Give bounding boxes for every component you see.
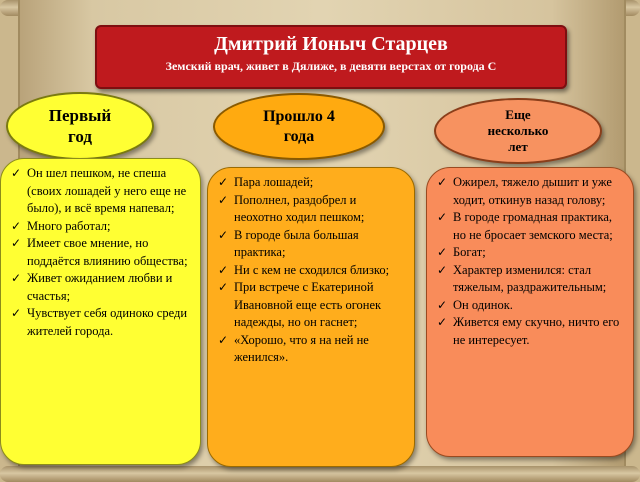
checkmark-icon: ✓ [218, 332, 229, 347]
list-item-text: Живется ему скучно, ничто его не интересует. [453, 315, 620, 347]
checkmark-icon: ✓ [218, 175, 229, 189]
list-item [218, 279, 406, 332]
list-item [11, 165, 192, 218]
checkmark-icon: ✓ [11, 218, 22, 233]
list-item [11, 218, 192, 236]
checkmark-icon: ✓ [437, 210, 448, 224]
list-item [218, 262, 406, 280]
list-item-text: При встрече с Екатериной Ивановной еще есть огонек надежды, но он гаснет; [234, 280, 382, 329]
list-item-text: Чувствует себя одиноко среди жителей города. [27, 306, 188, 338]
column-3-card [426, 167, 634, 457]
checkmark-icon: ✓ [218, 227, 229, 242]
list-item [437, 314, 625, 349]
checkmark-icon: ✓ [218, 192, 229, 207]
checkmark-icon: ✓ [11, 166, 22, 180]
list-item [437, 174, 625, 209]
checkmark-icon: ✓ [437, 175, 448, 189]
list-item-text: В городе была большая практика; [234, 227, 359, 259]
checkmark-icon: ✓ [11, 271, 22, 285]
list-item [218, 332, 406, 367]
list-item-text: «Хорошо, что я на ней не женился». [234, 332, 369, 364]
column-3-list [437, 174, 625, 349]
column-2-list [218, 174, 406, 367]
column-3-header-line: Еще [505, 106, 531, 122]
column-3-header [434, 98, 602, 164]
checkmark-icon: ✓ [11, 306, 22, 320]
column-2-header-line: Прошло 4 [263, 107, 335, 125]
column-2-header-line: года [283, 127, 315, 145]
list-item [11, 305, 192, 340]
checkmark-icon: ✓ [11, 236, 22, 250]
list-item [11, 270, 192, 305]
page-subtitle: Земский врач, живет в Дялиже, в девяти верстах от города С [165, 59, 497, 73]
list-item-text: В городе громадная практика, но не бросает земского места; [453, 210, 613, 242]
title-banner [95, 25, 567, 89]
list-item [11, 235, 192, 270]
list-item-text: Богат; [453, 245, 486, 259]
column-1-header [6, 92, 154, 160]
list-item-text: Имеет свое мнение, но поддаётся влиянию общества; [27, 236, 188, 268]
list-item-text: Пара лошадей; [234, 175, 314, 189]
checkmark-icon: ✓ [218, 280, 229, 294]
list-item-text: Характер изменился: стал тяжелым, раздражительным; [453, 262, 607, 294]
list-item-text: Он одинок. [453, 297, 513, 312]
list-item [218, 174, 406, 192]
column-2-header [213, 93, 385, 160]
list-item [437, 262, 625, 297]
column-3-header-line: несколько [487, 122, 549, 138]
checkmark-icon: ✓ [437, 245, 448, 259]
list-item-text: Пополнел, раздобрел и неохотно ходил пешком; [234, 192, 365, 224]
column-1-header-line: Первый [48, 105, 112, 125]
checkmark-icon: ✓ [437, 262, 448, 277]
list-item [437, 244, 625, 262]
list-item [218, 192, 406, 227]
list-item-text: Ни с кем не сходился близко; [234, 262, 390, 277]
list-item [437, 297, 625, 315]
column-1-header-line: год [68, 127, 92, 146]
column-3-header-line: лет [508, 139, 528, 155]
checkmark-icon: ✓ [437, 297, 448, 312]
page-title: Дмитрий Ионыч Старцев [214, 33, 448, 55]
list-item-text: Ожирел, тяжело дышит и уже ходит, откинув назад голову; [453, 175, 612, 207]
list-item-text: Много работал; [27, 218, 111, 233]
list-item [437, 209, 625, 244]
list-item-text: Он шел пешком, не спеша (своих лошадей у него еще не было), и всё время напевал; [27, 166, 187, 215]
column-1-card [0, 158, 201, 465]
checkmark-icon: ✓ [437, 315, 448, 329]
column-1-list [11, 165, 192, 340]
column-2-card [207, 167, 415, 467]
list-item [218, 227, 406, 262]
checkmark-icon: ✓ [218, 262, 229, 277]
list-item-text: Живет ожиданием любви и счастья; [27, 271, 173, 303]
